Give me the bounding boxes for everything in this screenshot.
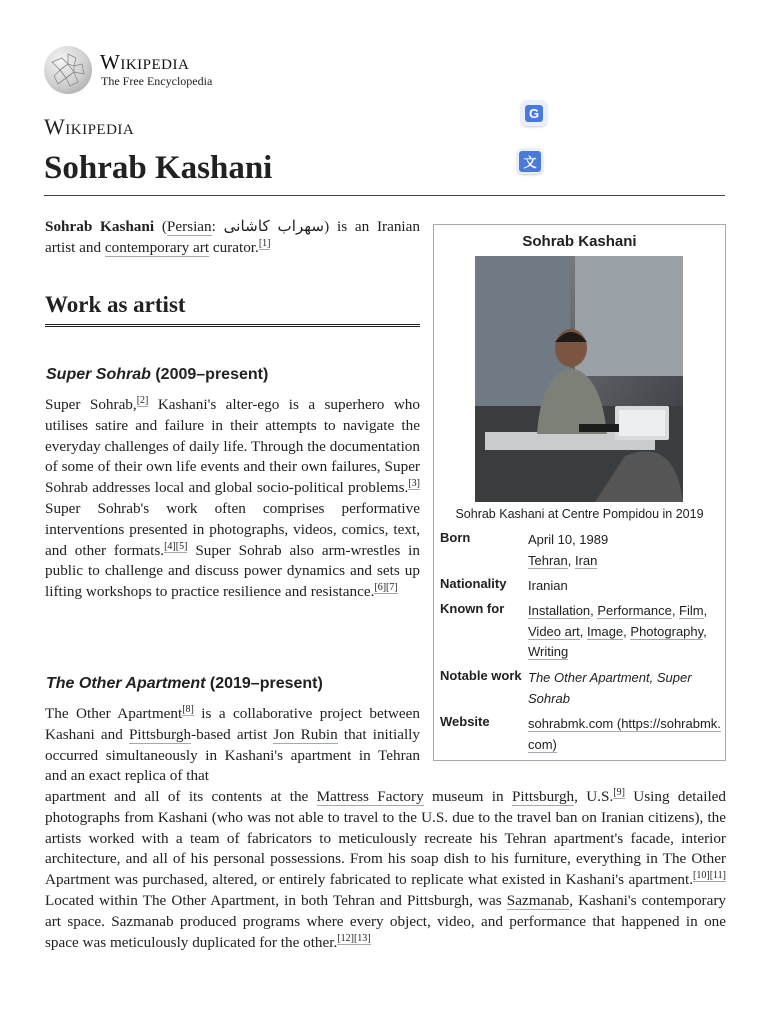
persian-link[interactable]: Persian xyxy=(166,218,212,235)
body-text: The Other Apartment xyxy=(45,705,183,722)
tehran-link[interactable]: Tehran xyxy=(528,552,568,568)
film-link[interactable]: Film xyxy=(679,603,704,618)
reference-13[interactable]: [13] xyxy=(353,932,371,944)
translate-icon[interactable]: 文 xyxy=(517,148,543,174)
body-text: Super Sohrab's work often comprises performative interventions presented in photographs, videos, comics, text, and other formats. xyxy=(45,499,420,559)
performance-link[interactable]: Performance xyxy=(597,603,672,618)
writing-link[interactable]: Writing xyxy=(528,644,569,659)
reference-5[interactable]: [5] xyxy=(175,540,188,552)
google-translate-icon[interactable]: G xyxy=(521,100,547,126)
lead-paragraph xyxy=(45,217,420,259)
heading-italic: The Other Apartment xyxy=(46,675,206,692)
reference-2[interactable]: [2] xyxy=(136,394,149,406)
other-apartment-paragraph-top xyxy=(45,704,420,787)
title-divider xyxy=(44,195,725,196)
wikipedia-globe-logo[interactable] xyxy=(44,46,92,94)
photography-link[interactable]: Photography xyxy=(630,623,704,639)
nationality-value: Iranian xyxy=(528,578,568,593)
reference-3[interactable]: [3] xyxy=(408,478,420,490)
body-text: apartment and all of its contents at the xyxy=(45,788,317,805)
video-art-link[interactable]: Video art xyxy=(528,623,580,639)
body-text: museum in xyxy=(423,788,512,805)
born-value xyxy=(528,530,722,571)
born-date: April 10, 1989 xyxy=(528,532,609,547)
notable-work-value: The Other Apartment, Super Sohrab xyxy=(528,670,692,706)
known-for-label: Known for xyxy=(440,601,505,616)
website-link[interactable]: sohrabmk.com (https://sohrabmk.com) xyxy=(528,716,721,752)
sazmanab-link[interactable]: Sazmanab xyxy=(506,891,570,909)
page-title: Sohrab Kashani xyxy=(44,150,273,186)
infobox xyxy=(433,224,726,761)
heading-rest: (2009–present) xyxy=(150,366,269,383)
image-link[interactable]: Image xyxy=(587,623,624,639)
body-text: , U.S. xyxy=(574,788,614,805)
lead-name: Sohrab Kashani xyxy=(45,218,155,235)
website-label: Website xyxy=(440,714,490,729)
notable-work-label: Notable work xyxy=(440,668,522,683)
body-text: Using detailed photographs from Kashani (who was not able to travel to the U.S. due to the travel ban on Iranian citizens), the artists worked with a team of fabricators to meticulously recreate his Tehran apartment's facade, interior architecture, and all of his personal possessions. From his soap dish to his furniture, everything in The Other Apartment was purchased, altered, or entirely fabricated to replicate what existed in Kashani's apartment. xyxy=(45,788,726,889)
wikipedia-tagline: The Free Encyclopedia xyxy=(101,74,213,88)
reference-9[interactable]: [9] xyxy=(613,786,625,798)
infobox-title: Sohrab Kashani xyxy=(522,233,637,250)
body-text: Kashani's alter-ego is a superhero who utilises satire and failure in their attempts to navigate the everyday challenges of daily life. Through the documentation of some of their own life events and their own failures, Super Sohrab addresses local and global socio-political problems. xyxy=(45,396,420,497)
lead-text: curator. xyxy=(209,238,259,256)
site-header xyxy=(44,44,444,94)
super-sohrab-paragraph xyxy=(45,395,420,603)
mattress-factory-link[interactable]: Mattress Factory xyxy=(316,788,424,805)
body-text: is a collaborative project between Kashani and xyxy=(45,705,420,743)
subsection-super-sohrab xyxy=(46,366,268,384)
nationality-label: Nationality xyxy=(440,576,507,591)
reference-7[interactable]: [7] xyxy=(386,582,398,594)
body-text: Super Sohrab also arm-wrestles in public to challenge and discuss power dynamics and sets up lifting workshops to practice resilience and resistance. xyxy=(45,541,420,601)
reference-10[interactable]: [10] xyxy=(693,870,710,882)
persian-name: : سهراب کاشانی xyxy=(211,218,325,235)
reference-6[interactable]: [6] xyxy=(374,582,387,594)
pittsburgh-link-2[interactable]: Pittsburgh xyxy=(511,788,575,805)
website-value xyxy=(528,714,722,755)
body-text: Super Sohrab, xyxy=(45,396,137,413)
reference-4[interactable]: [4] xyxy=(164,540,176,552)
subsection-other-apartment xyxy=(46,675,323,693)
body-text: that initially occurred simultaneously in Kashani's apartment in Tehran and an exact replica of that xyxy=(45,725,420,785)
heading-italic: Super Sohrab xyxy=(46,366,151,383)
body-text: -based artist xyxy=(191,725,274,743)
installation-link[interactable]: Installation xyxy=(528,603,591,618)
portrait-photo[interactable] xyxy=(475,256,683,502)
reference-1[interactable]: [1] xyxy=(258,237,271,249)
born-place-sep: , xyxy=(567,552,575,568)
reference-12[interactable]: [12] xyxy=(337,932,354,944)
other-apartment-paragraph-full xyxy=(45,787,726,953)
known-for-value: Installation, Performance, Film, Video art, Image, Photography, Writing xyxy=(528,603,708,659)
jon-rubin-link[interactable]: Jon Rubin xyxy=(273,725,338,743)
section-heading-work: Work as artist xyxy=(45,292,420,327)
contemporary-art-link[interactable]: contemporary art xyxy=(104,238,210,256)
iran-link[interactable]: Iran xyxy=(574,552,598,568)
born-label: Born xyxy=(440,530,471,545)
body-text: , Kashani's contemporary art space. Sazmanab produced programs where every object, video, and performance that happened in one space was meticulously duplicated for the other. xyxy=(45,891,726,951)
lead-text: ) is an Iranian artist and xyxy=(45,218,420,256)
body-text: Located within The Other Apartment, in both Tehran and Pittsburgh, was xyxy=(45,891,507,909)
pittsburgh-link[interactable]: Pittsburgh xyxy=(128,725,192,743)
reference-11[interactable]: [11] xyxy=(709,870,726,882)
reference-8[interactable]: [8] xyxy=(182,703,194,715)
lead-text: ( xyxy=(154,218,167,235)
wikipedia-wordmark-secondary: Wikipedia xyxy=(44,114,135,139)
wikipedia-wordmark[interactable]: Wikipedia xyxy=(100,50,190,74)
photo-caption: Sohrab Kashani at Centre Pompidou in 2019 xyxy=(455,507,704,521)
heading-rest: (2019–present) xyxy=(205,675,323,692)
